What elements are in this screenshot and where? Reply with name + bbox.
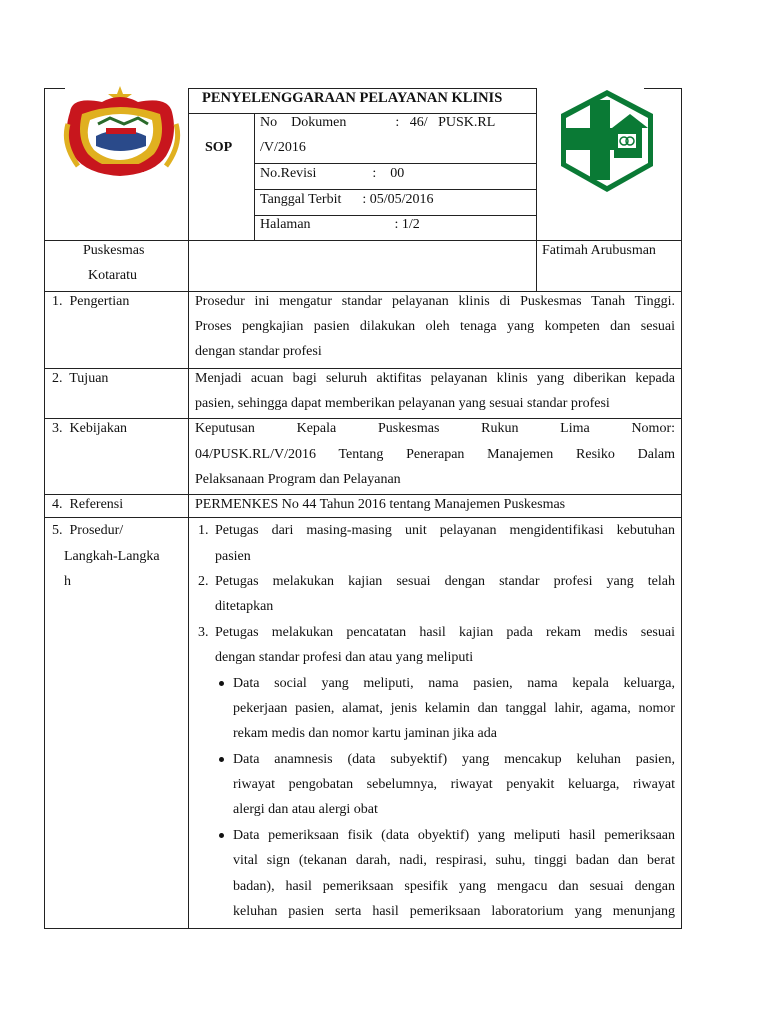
bullet-icon [219,681,224,686]
bullet-line: Data anamnesis (data subyektif) yang mencakup keluhan pasien, [233,752,675,767]
document-number: No Dokumen : 46/ PUSK.RL [260,115,496,130]
revision-number: No.Revisi : 00 [260,166,405,181]
step-line: ditetapkan [215,599,274,614]
step-number: 2. [198,574,209,589]
bullet-icon [219,757,224,762]
pengertian-line: dengan standar profesi [195,344,322,359]
bullet-line: Data social yang meliputi, nama pasien, nama kepala keluarga, [233,676,675,691]
step-line: Petugas melakukan kajian sesuai dengan standar profesi yang telah [215,574,675,589]
bullet-line: pekerjaan pasien, alamat, jenis kelamin dan tanggal lahir, agama, nomor [233,701,675,716]
step-line: Petugas dari masing-masing unit pelayanan mengidentifikasi kebutuhan [215,523,675,538]
rule [254,163,536,164]
sop-label: SOP [205,140,233,155]
rule [536,88,537,241]
kebijakan-line: 04/PUSK.RL/V/2016 Tentang Penerapan Manajemen Resiko Dalam [195,447,675,462]
step-number: 3. [198,625,209,640]
publish-date: Tanggal Terbit : 05/05/2016 [260,192,434,207]
step-number: 1. [198,523,209,538]
section-label-tujuan: 2. Tujuan [52,371,109,386]
bullet-line: alergi dan atau alergi obat [233,802,378,817]
rule [188,88,536,89]
section-label-prosedur-cont: h [64,574,71,589]
section-label-pengertian: 1. Pengertian [52,294,130,309]
kebijakan-line: Pelaksanaan Program dan Pelayanan [195,472,401,487]
bullet-line: vital sign (tekanan darah, nadi, respirasi, suhu, tinggi badan dan berat [233,853,675,868]
org-location: Kotaratu [88,268,137,283]
rule [44,291,682,292]
rule [536,240,537,292]
pengertian-line: Prosedur ini mengatur standar pelayanan klinis di Puskesmas Tanah Tinggi. [195,294,675,309]
rule [44,928,682,929]
kebijakan-line: Keputusan Kepala Puskesmas Rukun Lima Nomor: [195,421,675,436]
rule [44,368,682,369]
page-number: Halaman : 1/2 [260,217,420,232]
step-line: pasien [215,549,251,564]
signer-name: Fatimah Arubusman [542,243,656,258]
rule [188,113,536,114]
document-title: PENYELENGGARAAN PELAYANAN KLINIS [202,90,503,106]
tujuan-line: Menjadi acuan bagi seluruh aktifitas pelayanan klinis yang diberikan kepada [195,371,675,386]
puskesmas-logo-icon [552,86,662,196]
section-label-prosedur: 5. Prosedur/ [52,523,124,538]
section-label-referensi: 4. Referensi [52,497,124,512]
step-line: dengan standar profesi dan atau yang meliputi [215,650,474,665]
bullet-line: badan), hasil pemeriksaan spesifik yang mengacu dan sesuai dengan [233,879,675,894]
bullet-line: Data pemeriksaan fisik (data obyektif) yang meliputi hasil pemeriksaan [233,828,675,843]
rule [44,418,682,419]
bullet-line: keluhan pasien serta hasil pemeriksaan laboratorium yang menunjang [233,904,675,919]
rule [44,494,682,495]
referensi-text: PERMENKES No 44 Tahun 2016 tentang Manajemen Puskesmas [195,497,566,512]
org-name: Puskesmas [83,243,145,258]
regional-emblem-icon [62,84,182,180]
rule [254,189,536,190]
rule [681,88,682,929]
rule [254,215,536,216]
rule [44,240,682,241]
section-label-kebijakan: 3. Kebijakan [52,421,128,436]
pengertian-line: Proses pengkajian pasien dilakukan oleh tenaga yang kompeten dan sesuai [195,319,675,334]
bullet-line: rekam medis dan nomor kartu jaminan jika ada [233,726,497,741]
bullet-icon [219,833,224,838]
rule [44,88,45,929]
section-label-prosedur-cont: Langkah-Langka [64,549,160,564]
bullet-line: riwayat pengobatan sebelumnya, riwayat penyakit keluarga, riwayat [233,777,675,792]
rule [44,517,682,518]
step-line: Petugas melakukan pencatatan hasil kajian pada rekam medis sesuai [215,625,675,640]
rule [188,88,189,929]
tujuan-line: pasien, sehingga dapat memberikan pelayanan yang sesuai standar profesi [195,396,610,411]
document-number-cont: /V/2016 [260,140,306,155]
rule [254,113,255,241]
